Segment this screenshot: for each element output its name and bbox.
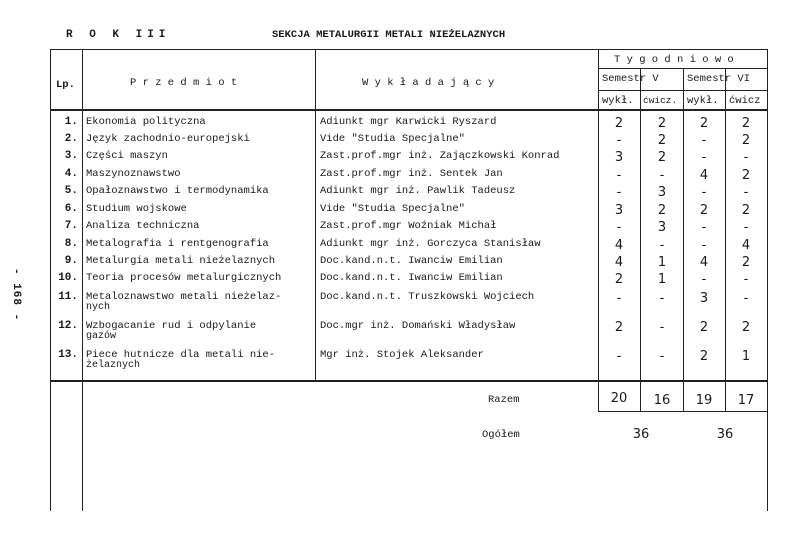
row-number: 12. [58,320,78,332]
row-sem6-lectures: 2 [699,116,709,131]
razem-v-cwicz: 16 [653,393,671,408]
row-lecturer: Doc.kand.n.t. Iwanciw Emilian [320,255,503,267]
row-sem6-exercises: 2 [741,203,751,218]
row-subject: Wzbogacanie rud i odpylanie [86,320,257,332]
razem-vi-cwicz: 17 [737,393,755,408]
header-cwicz-v: ćwicz. [643,95,678,106]
row-sem5-exercises: - [659,349,665,364]
row-lecturer: Vide "Studia Specjalne" [320,133,465,145]
row-lecturer: Mgr inż. Stojek Aleksander [320,349,484,361]
row-number: 11. [58,291,78,303]
row-sem6-lectures: - [701,150,707,165]
row-sem6-lectures: - [701,238,707,253]
row-number: 3. [64,150,78,162]
row-number: 13. [58,349,78,361]
row-sem6-exercises: 1 [741,349,751,364]
row-subject: Opałoznawstwo i termodynamika [86,185,269,197]
row-sem5-lectures: 3 [614,203,624,218]
row-sem5-exercises: - [659,238,665,253]
header-semestr-v: Semestr V [602,73,659,85]
row-lecturer: Doc.kand.n.t. Iwanciw Emilian [320,272,503,284]
row-sem5-exercises: 2 [657,116,667,131]
row-sem5-lectures: 4 [614,255,624,270]
row-subject: Język zachodnio-europejski [86,133,250,145]
row-number: 6. [64,203,78,215]
row-sem6-exercises: 2 [741,116,751,131]
row-subject: Piece hutnicze dla metali nie- [86,349,276,361]
ogolem-v: 36 [632,427,650,442]
row-sem5-lectures: - [616,291,622,306]
row-sem5-lectures: 2 [614,272,624,287]
row-sem5-exercises: 1 [657,255,667,270]
row-subject: nych [86,302,111,313]
header-wykl-vi: wykł. [687,95,719,107]
row-sem5-exercises: - [659,320,665,335]
row-sem6-lectures: 2 [699,349,709,364]
row-lecturer: Zast.prof.mgr inż. Zajączkowski Konrad [320,150,560,162]
year-label: R O K III [66,29,171,41]
header-lp: Lp. [56,79,75,91]
row-sem5-exercises: - [659,291,665,306]
row-sem5-exercises: 1 [657,272,667,287]
row-sem5-exercises: 2 [657,133,667,148]
header-wykl-v: wykł. [602,95,634,107]
row-sem6-lectures: - [701,272,707,287]
header-cwicz-vi: ćwicz [729,95,761,107]
row-lecturer: Zast.prof.mgr inż. Sentek Jan [320,168,503,180]
row-number: 4. [64,168,78,180]
row-sem6-exercises: 4 [741,238,751,253]
section-title: SEKCJA METALURGII METALI NIEŻELAZNYCH [272,29,506,41]
row-lecturer: Adiunkt mgr inż. Pawlik Tadeusz [320,185,516,197]
row-subject: Metaloznawstwo metali nieżelaz- [86,291,282,303]
row-subject: Maszynoznawstwo [86,168,181,180]
razem-v-wykl: 20 [610,391,628,406]
row-lecturer: Doc.kand.n.t. Truszkowski Wojciech [320,291,535,303]
row-sem6-exercises: - [743,150,749,165]
row-number: 2. [64,133,78,145]
row-sem5-lectures: - [616,168,622,183]
row-sem6-lectures: 2 [699,320,709,335]
row-sem6-lectures: 2 [699,203,709,218]
row-number: 10. [58,272,78,284]
header-tygodniowo: T y g o d n i o w o [614,54,734,66]
razem-vi-wykl: 19 [695,393,713,408]
row-sem6-lectures: 4 [699,168,709,183]
row-sem5-lectures: 3 [614,150,624,165]
row-sem6-exercises: 2 [741,255,751,270]
row-sem5-lectures: 2 [614,116,624,131]
row-sem6-exercises: 2 [741,133,751,148]
row-sem6-exercises: - [743,291,749,306]
row-sem5-exercises: 3 [657,220,667,235]
row-sem5-exercises: 2 [657,203,667,218]
row-subject: Studium wojskowe [86,203,187,215]
row-number: 7. [64,220,78,232]
ogolem-label: Ogółem [482,429,520,441]
row-lecturer: Doc.mgr inż. Domański Władysław [320,320,516,332]
row-sem6-exercises: - [743,220,749,235]
row-subject: żelaznych [86,360,141,371]
row-sem5-exercises: - [659,168,665,183]
row-sem5-lectures: 4 [614,238,624,253]
header-wykladajacy: W y k ł a d a j ą c y [362,77,495,89]
row-sem6-lectures: 3 [699,291,709,306]
row-number: 9. [64,255,78,267]
row-subject: Metalurgia metali nieżelaznych [86,255,276,267]
row-subject: Metalografia i rentgenografia [86,238,269,250]
row-number: 8. [64,238,78,250]
row-lecturer: Vide "Studia Specjalne" [320,203,465,215]
row-subject: Części maszyn [86,150,168,162]
row-sem5-lectures: - [616,185,622,200]
row-subject: gazów [86,331,117,342]
row-sem5-lectures: - [616,349,622,364]
row-lecturer: Adiunkt mgr Karwicki Ryszard [320,116,497,128]
row-subject: Teoria procesów metalurgicznych [86,272,282,284]
row-sem6-exercises: 2 [741,320,751,335]
row-sem6-lectures: - [701,133,707,148]
ogolem-vi: 36 [716,427,734,442]
row-sem6-exercises: - [743,272,749,287]
row-number: 5. [64,185,78,197]
row-number: 1. [64,116,78,128]
row-subject: Analiza techniczna [86,220,200,232]
row-sem6-exercises: 2 [741,168,751,183]
row-subject: Ekonomia polityczna [86,116,206,128]
row-sem5-lectures: - [616,133,622,148]
row-lecturer: Zast.prof.mgr Woźniak Michał [320,220,497,232]
row-sem6-lectures: - [701,220,707,235]
row-sem5-lectures: - [616,220,622,235]
row-sem5-lectures: 2 [614,320,624,335]
header-przedmiot: P r z e d m i o t [130,77,238,89]
row-sem6-exercises: - [743,185,749,200]
header-semestr-vi: Semestr VI [687,73,751,85]
page-number: - 168 - [10,268,22,322]
row-sem5-exercises: 3 [657,185,667,200]
row-lecturer: Adiunkt mgr inż. Gorczyca Stanisław [320,238,541,250]
row-sem6-lectures: 4 [699,255,709,270]
row-sem5-exercises: 2 [657,150,667,165]
row-sem6-lectures: - [701,185,707,200]
razem-label: Razem [488,394,520,406]
